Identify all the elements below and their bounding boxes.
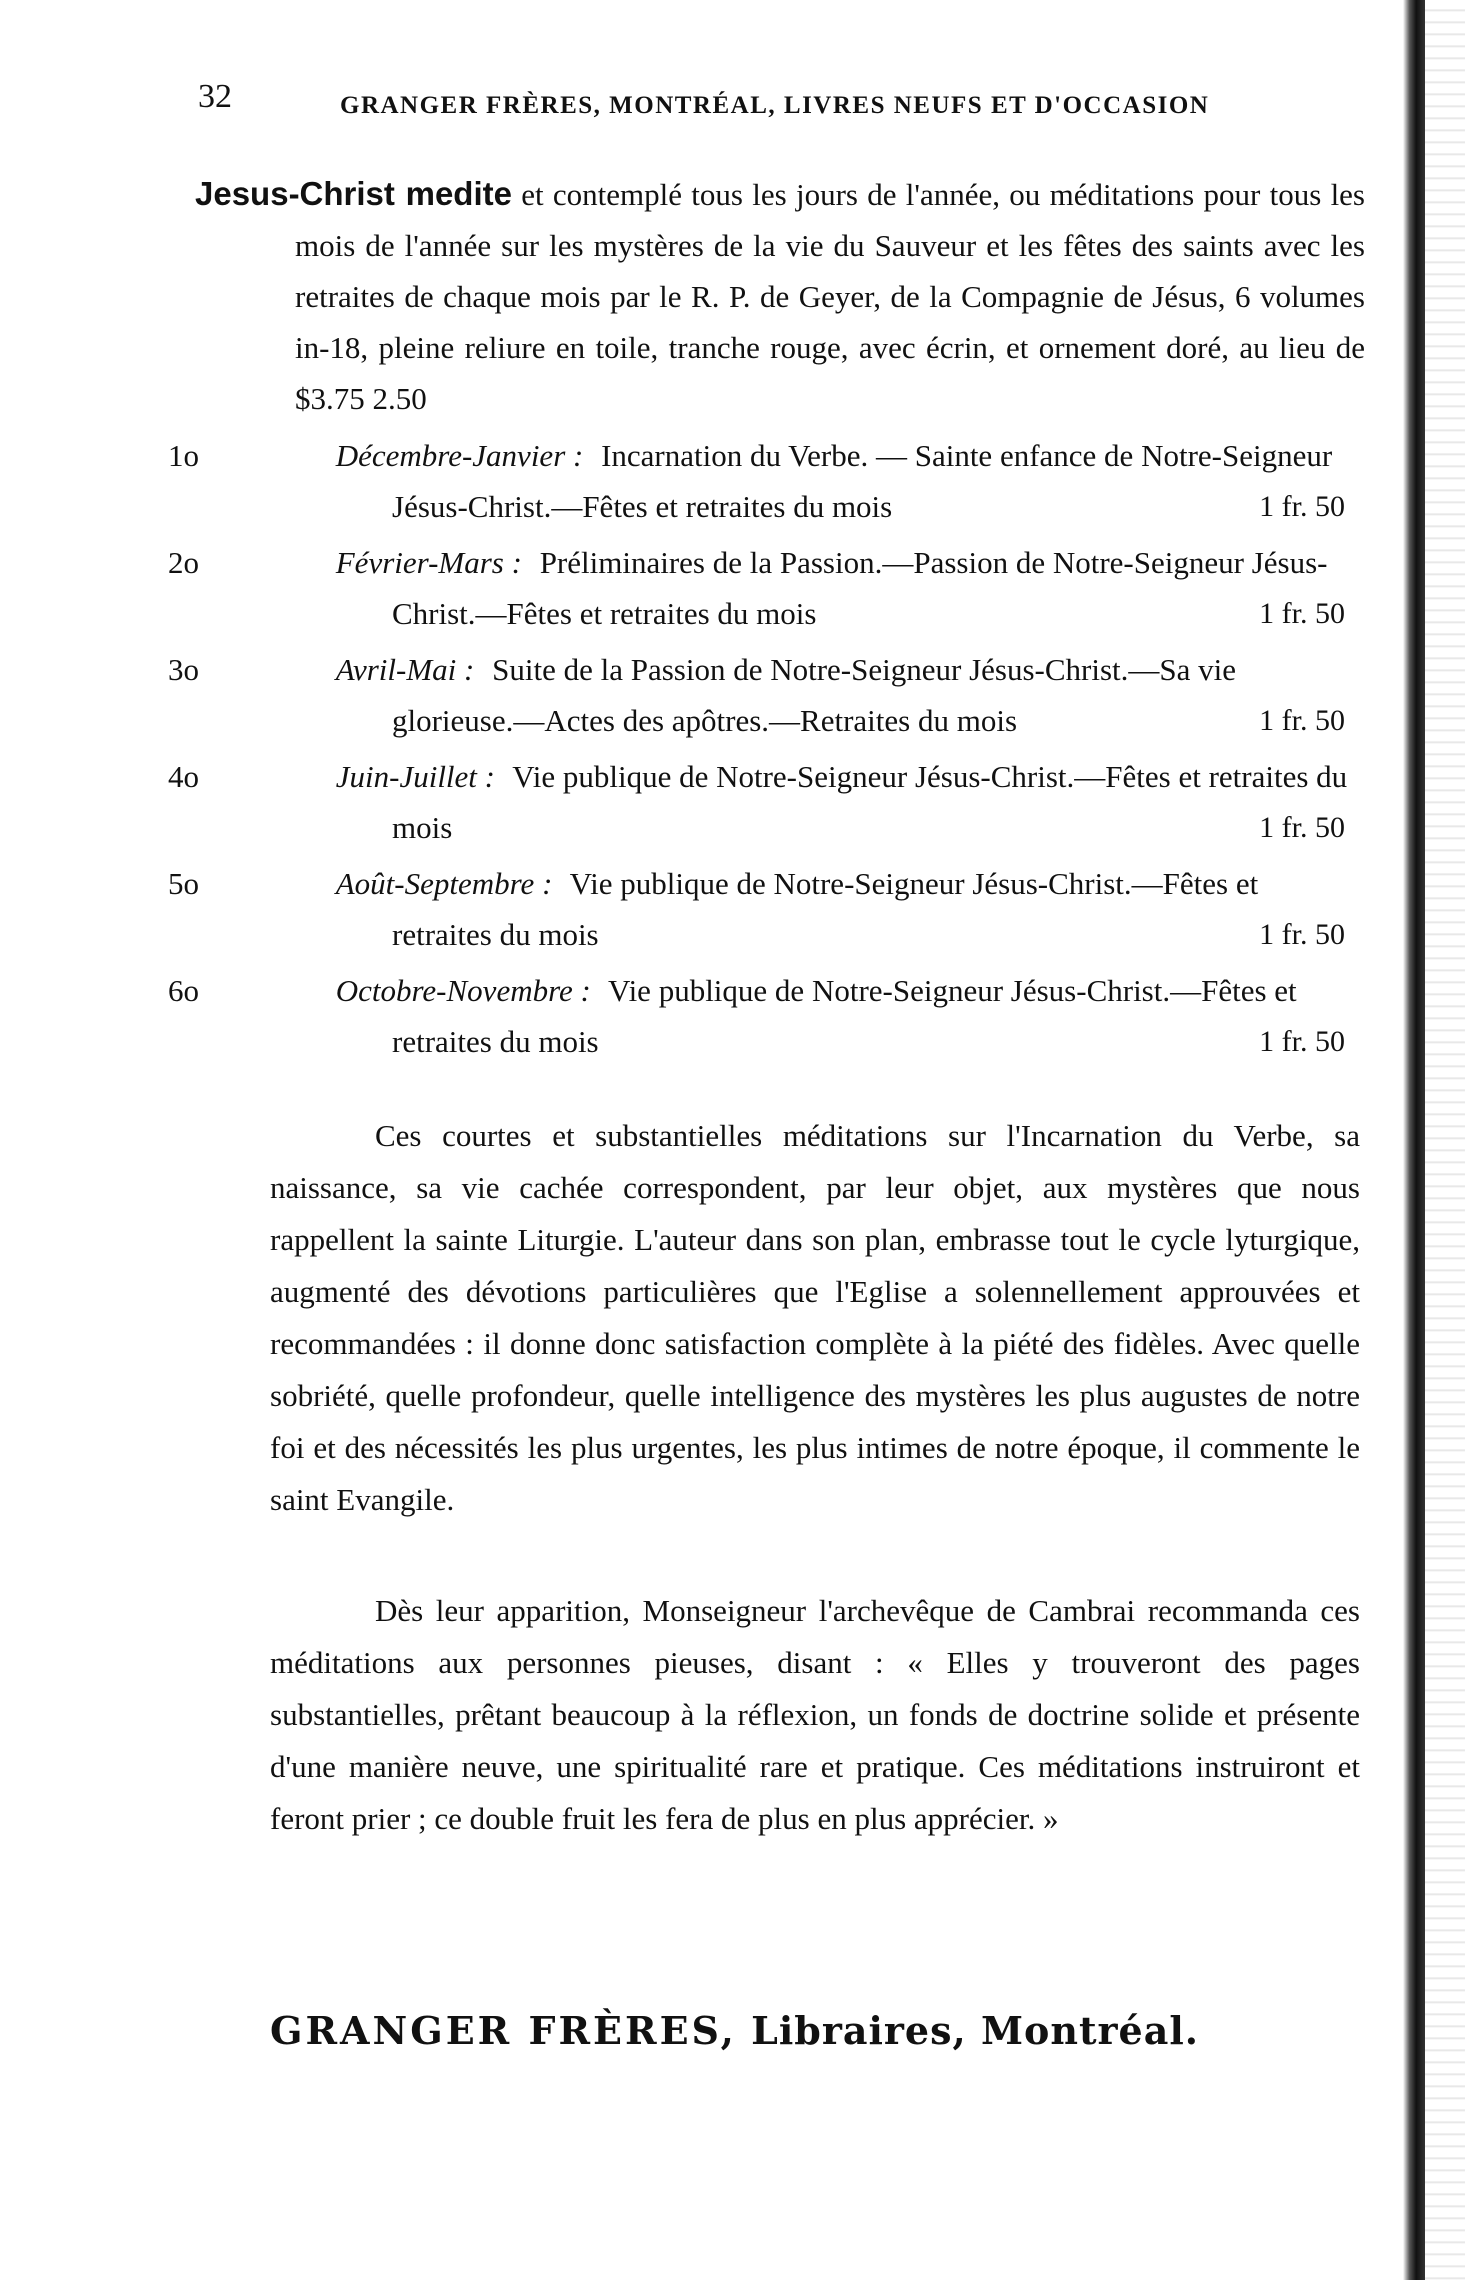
endorsement-paragraph: Dès leur apparition, Monseigneur l'archevêque de Cambrai recommanda ces méditations aux personnes pieuses, disant : « Elles y trouveront des pages substantielles, prêtant beaucoup à la réflexion, un fonds de doctrine solide et présente d'une manière neuve, une spiritualité rare et pratique. Ces méditations instruiront et feront prier ; ce double fruit les fera de plus en plus apprécier. » (270, 1593, 1360, 1836)
running-head: GRANGER FRÈRES, MONTRÉAL, LIVRES NEUFS ET D'OCCASION (340, 92, 1210, 119)
volume-content: Vie publique de Notre-Seigneur Jésus-Christ.—Fêtes et retraites du mois (392, 759, 1348, 845)
volume-number: 6o (168, 973, 199, 1008)
volume-list (168, 430, 1365, 1072)
volume-price: 1 fr. 50 (1259, 704, 1345, 737)
volume-item (168, 644, 1365, 746)
volume-content: Préliminaires de la Passion.—Passion de Notre-Seigneur Jésus-Christ.—Fêtes et retraites du mois (392, 545, 1328, 631)
volume-content: Vie publique de Notre-Seigneur Jésus-Christ.—Fêtes et retraites du mois (392, 973, 1297, 1059)
volume-number: 4o (168, 759, 199, 794)
volume-period: Août-Septembre : (335, 866, 553, 901)
volume-number: 2o (168, 545, 199, 580)
volume-item (168, 537, 1365, 639)
volume-price: 1 fr. 50 (1259, 811, 1345, 844)
volume-period: Juin-Juillet : (335, 759, 495, 794)
publisher-name: GRANGER FRÈRES, (270, 2008, 737, 2053)
publisher-footer (270, 2008, 1270, 2053)
volume-item (168, 858, 1365, 960)
volume-period: Février-Mars : (335, 545, 522, 580)
volume-number: 1o (168, 438, 199, 473)
volume-price: 1 fr. 50 (1259, 918, 1345, 951)
description-paragraph: Ces courtes et substantielles méditations sur l'Incarnation du Verbe, sa naissance, sa vie cachée correspondent, par leur objet, aux mystères que nous rappellent la sainte Liturgie. L'auteur dans son plan, embrasse tout le cycle lyturgique, augmenté des dévotions particulières que l'Eglise a solennellement approuvées et recommandées : il donne donc satisfaction complète à la piété des fidèles. Avec quelle sobriété, quelle profondeur, quelle intelligence des mystères les plus augustes de notre foi et des nécessités les plus urgentes, les plus intimes de notre époque, il commente le saint Evangile. (270, 1118, 1360, 1517)
volume-price: 1 fr. 50 (1259, 597, 1345, 630)
book-price: 2.50 (372, 381, 427, 416)
volume-price: 1 fr. 50 (1259, 490, 1345, 523)
volume-period: Octobre-Novembre : (335, 973, 591, 1008)
publisher-tagline: Libraires, Montréal. (751, 2008, 1200, 2053)
volume-item (168, 751, 1365, 853)
volume-period: Décembre-Janvier : (335, 438, 584, 473)
volume-content: Incarnation du Verbe. — Sainte enfance de Notre-Seigneur Jésus-Christ.—Fêtes et retraites du mois (392, 438, 1333, 524)
page-number: 32 (198, 78, 232, 115)
book-entry (195, 168, 1365, 424)
volume-period: Avril-Mai : (335, 652, 475, 687)
volume-number: 3o (168, 652, 199, 687)
page-edge-shadow (1425, 0, 1465, 2280)
volume-content: Suite de la Passion de Notre-Seigneur Jésus-Christ.—Sa vie glorieuse.—Actes des apôtres.—Retraites du mois (392, 652, 1237, 738)
binding-edge (1403, 0, 1425, 2280)
volume-price: 1 fr. 50 (1259, 1025, 1345, 1058)
volume-item (168, 430, 1365, 532)
volume-item (168, 965, 1365, 1067)
volume-number: 5o (168, 866, 199, 901)
volume-content: Vie publique de Notre-Seigneur Jésus-Christ.—Fêtes et retraites du mois (392, 866, 1259, 952)
book-description: et contemplé tous les jours de l'année, ou méditations pour tous les mois de l'année sur les mystères de la vie du Sauveur et les fêtes des saints avec les retraites de chaque mois par le R. P. de Geyer, de la Compagnie de Jésus, 6 volumes in-18, pleine reliure en toile, tranche rouge, avec écrin, et ornement doré, au lieu de $3.75 (295, 177, 1365, 416)
book-title: Jesus-Christ medite (195, 175, 512, 212)
